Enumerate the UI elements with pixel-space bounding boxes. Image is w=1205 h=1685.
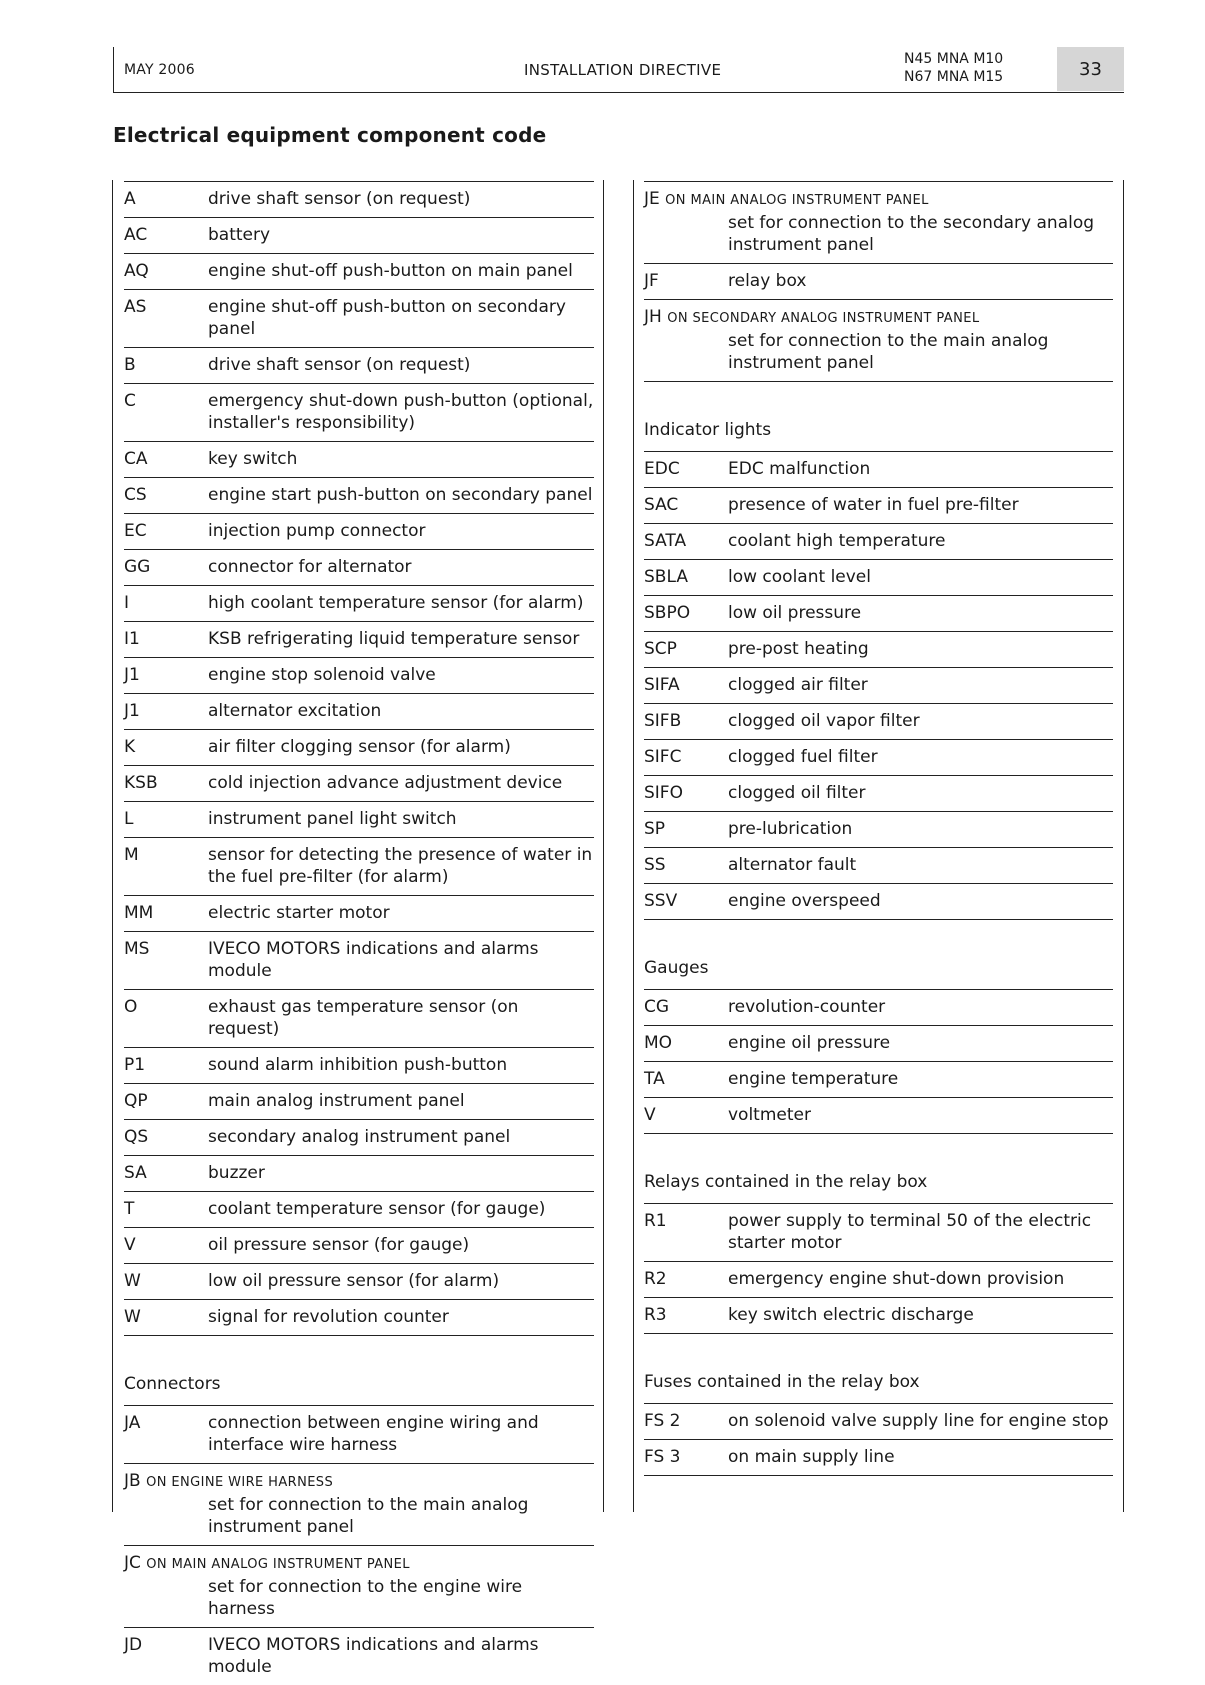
component-desc: clogged oil filter (728, 783, 866, 803)
table-row (644, 595, 1113, 631)
component-code: C (124, 391, 136, 411)
connector-heading (124, 1552, 594, 1576)
component-code: J1 (124, 701, 140, 721)
header-model-line: N45 MNA M10 (904, 51, 1004, 67)
table-row (124, 1627, 594, 1685)
component-desc: set for connection to the main analog instrument panel (728, 331, 1049, 373)
component-code: AS (124, 297, 147, 317)
component-code: K (124, 737, 136, 757)
component-list (124, 181, 594, 1336)
group-title-relays: Relays contained in the relay box (644, 1172, 928, 1192)
component-code: A (124, 189, 136, 209)
component-desc: secondary analog instrument panel (208, 1127, 511, 1147)
component-desc: relay box (728, 271, 807, 291)
component-desc: clogged fuel filter (728, 747, 878, 767)
component-code: SIFB (644, 711, 682, 731)
component-code: O (124, 997, 138, 1017)
table-row (124, 1047, 594, 1083)
table-row (644, 883, 1113, 920)
component-code: QS (124, 1127, 149, 1147)
component-code: JA (124, 1413, 141, 1433)
component-code: EDC (644, 459, 680, 479)
indicator-lights-list (644, 451, 1113, 920)
component-code: I1 (124, 629, 140, 649)
table-row (644, 181, 1113, 263)
component-code: V (124, 1235, 136, 1255)
gauges-list (644, 989, 1113, 1134)
component-code: MO (644, 1033, 673, 1053)
component-code: R2 (644, 1269, 667, 1289)
component-code: L (124, 809, 134, 829)
table-row (124, 693, 594, 729)
component-desc: set for connection to the engine wire harness (208, 1577, 523, 1619)
component-code: SAC (644, 495, 679, 515)
group-title-gauges: Gauges (644, 958, 709, 978)
table-row (644, 847, 1113, 883)
component-desc: cold injection advance adjustment device (208, 773, 563, 793)
component-code: QP (124, 1091, 148, 1111)
connector-heading (644, 306, 1113, 330)
component-desc: alternator excitation (208, 701, 382, 721)
table-row (644, 1439, 1113, 1476)
component-code: SBLA (644, 567, 688, 587)
component-desc: power supply to terminal 50 of the electric starter motor (728, 1211, 1092, 1253)
table-row (644, 703, 1113, 739)
fuses-list (644, 1403, 1113, 1476)
component-desc: set for connection to the main analog instrument panel (208, 1495, 529, 1537)
table-row (124, 657, 594, 693)
table-row (124, 513, 594, 549)
table-row (644, 739, 1113, 775)
component-desc: alternator fault (728, 855, 857, 875)
table-row (124, 1299, 594, 1336)
component-code: MM (124, 903, 154, 923)
component-desc: drive shaft sensor (on request) (208, 355, 471, 375)
header-title: INSTALLATION DIRECTIVE (524, 61, 722, 79)
connector-qualifier: ON SECONDARY ANALOG INSTRUMENT PANEL (667, 311, 980, 326)
table-row (124, 1191, 594, 1227)
component-code: V (644, 1105, 656, 1125)
left-column (124, 181, 594, 1685)
component-desc: engine stop solenoid valve (208, 665, 436, 685)
table-row (124, 477, 594, 513)
table-row (124, 585, 594, 621)
table-row (124, 549, 594, 585)
component-desc: low oil pressure (728, 603, 862, 623)
component-desc: coolant temperature sensor (for gauge) (208, 1199, 546, 1219)
component-code: SATA (644, 531, 687, 551)
component-code: SA (124, 1163, 147, 1183)
page-number: 33 (1057, 47, 1124, 91)
table-row (644, 299, 1113, 382)
table-row (644, 631, 1113, 667)
component-desc: KSB refrigerating liquid temperature sensor (208, 629, 580, 649)
component-code: CS (124, 485, 147, 505)
component-code: FS 2 (644, 1411, 681, 1431)
component-desc: electric starter motor (208, 903, 390, 923)
table-row (124, 347, 594, 383)
component-desc: clogged oil vapor filter (728, 711, 920, 731)
component-code: TA (644, 1069, 665, 1089)
component-code: P1 (124, 1055, 146, 1075)
section-title: Electrical equipment component code (113, 123, 547, 147)
table-row (124, 837, 594, 895)
component-desc: low oil pressure sensor (for alarm) (208, 1271, 500, 1291)
component-code: JH (644, 307, 662, 327)
component-desc: battery (208, 225, 271, 245)
component-desc: key switch (208, 449, 298, 469)
table-row (644, 775, 1113, 811)
right-column (644, 181, 1113, 1476)
table-row (644, 989, 1113, 1025)
component-desc: set for connection to the secondary analog instrument panel (728, 213, 1095, 255)
table-row (124, 1119, 594, 1155)
component-desc: revolution-counter (728, 997, 886, 1017)
table-row (644, 1297, 1113, 1334)
table-row (124, 895, 594, 931)
component-desc: on main supply line (728, 1447, 895, 1467)
connector-heading (644, 188, 1113, 212)
component-desc: on solenoid valve supply line for engine stop (728, 1411, 1109, 1431)
component-code: SCP (644, 639, 677, 659)
table-row (124, 1263, 594, 1299)
component-desc: high coolant temperature sensor (for alarm) (208, 593, 584, 613)
component-code: SSV (644, 891, 678, 911)
component-desc: connection between engine wiring and interface wire harness (208, 1413, 539, 1455)
table-row (124, 181, 594, 217)
component-desc: engine overspeed (728, 891, 881, 911)
component-code: R1 (644, 1211, 667, 1231)
component-desc: main analog instrument panel (208, 1091, 465, 1111)
table-row (644, 263, 1113, 299)
component-code: SIFA (644, 675, 680, 695)
component-code: M (124, 845, 139, 865)
table-row (644, 1261, 1113, 1297)
component-code: CA (124, 449, 148, 469)
component-code: R3 (644, 1305, 667, 1325)
component-desc: oil pressure sensor (for gauge) (208, 1235, 470, 1255)
table-row (124, 801, 594, 837)
component-desc: injection pump connector (208, 521, 426, 541)
component-code: AQ (124, 261, 149, 281)
component-code: JC (124, 1553, 141, 1573)
component-desc: clogged air filter (728, 675, 868, 695)
column-rule (1123, 180, 1124, 1512)
component-desc: pre-post heating (728, 639, 869, 659)
table-row (124, 729, 594, 765)
table-row (124, 765, 594, 801)
component-code: B (124, 355, 136, 375)
component-desc: sound alarm inhibition push-button (208, 1055, 508, 1075)
group-title-fuses: Fuses contained in the relay box (644, 1372, 920, 1392)
component-desc: signal for revolution counter (208, 1307, 449, 1327)
component-desc: exhaust gas temperature sensor (on request) (208, 997, 519, 1039)
component-code: I (124, 593, 130, 613)
header-models (904, 50, 1003, 86)
connector-qualifier: ON MAIN ANALOG INSTRUMENT PANEL (146, 1557, 410, 1572)
component-code: JF (644, 271, 659, 291)
table-row (124, 383, 594, 441)
component-desc: engine temperature (728, 1069, 899, 1089)
component-code: MS (124, 939, 150, 959)
table-row (124, 621, 594, 657)
table-row (644, 1403, 1113, 1439)
component-desc: presence of water in fuel pre-filter (728, 495, 1019, 515)
component-code: SS (644, 855, 666, 875)
table-row (644, 559, 1113, 595)
page-header (113, 47, 1124, 93)
component-code: SIFC (644, 747, 682, 767)
component-code: W (124, 1271, 141, 1291)
component-desc: buzzer (208, 1163, 265, 1183)
connector-qualifier: ON ENGINE WIRE HARNESS (146, 1475, 334, 1490)
table-row (124, 989, 594, 1047)
component-code: JE (644, 189, 660, 209)
component-code: KSB (124, 773, 158, 793)
table-row (124, 1083, 594, 1119)
group-title-indicator-lights: Indicator lights (644, 420, 772, 440)
table-row (124, 217, 594, 253)
component-code: T (124, 1199, 135, 1219)
table-row (124, 253, 594, 289)
table-row (124, 1463, 594, 1545)
connector-qualifier: ON MAIN ANALOG INSTRUMENT PANEL (665, 193, 929, 208)
table-row (644, 1097, 1113, 1134)
component-desc: EDC malfunction (728, 459, 871, 479)
column-rule (603, 180, 604, 1512)
header-date: MAY 2006 (124, 62, 195, 78)
component-desc: engine start push-button on secondary panel (208, 485, 593, 505)
group-title-connectors: Connectors (124, 1374, 221, 1394)
table-row (124, 931, 594, 989)
table-row (124, 1545, 594, 1627)
component-desc: engine shut-off push-button on secondary panel (208, 297, 566, 339)
component-desc: air filter clogging sensor (for alarm) (208, 737, 511, 757)
component-desc: instrument panel light switch (208, 809, 457, 829)
table-row (124, 441, 594, 477)
column-rule (633, 180, 634, 1512)
component-desc: emergency shut-down push-button (optional, installer's responsibility) (208, 391, 594, 433)
table-row (644, 667, 1113, 703)
component-code: J1 (124, 665, 140, 685)
component-code: FS 3 (644, 1447, 681, 1467)
component-code: JD (124, 1635, 143, 1655)
component-desc: IVECO MOTORS indications and alarms module (208, 1635, 539, 1677)
component-code: SBPO (644, 603, 691, 623)
component-desc: coolant high temperature (728, 531, 946, 551)
component-code: JB (124, 1471, 141, 1491)
component-desc: IVECO MOTORS indications and alarms module (208, 939, 539, 981)
header-model-line: N67 MNA M15 (904, 69, 1004, 85)
table-row (644, 1061, 1113, 1097)
component-code: CG (644, 997, 670, 1017)
component-desc: drive shaft sensor (on request) (208, 189, 471, 209)
table-row (644, 1203, 1113, 1261)
table-row (644, 1025, 1113, 1061)
component-desc: voltmeter (728, 1105, 811, 1125)
table-row (124, 1227, 594, 1263)
table-row (124, 1405, 594, 1463)
component-code: SIFO (644, 783, 683, 803)
component-code: GG (124, 557, 151, 577)
table-row (644, 487, 1113, 523)
component-code: EC (124, 521, 147, 541)
component-desc: pre-lubrication (728, 819, 853, 839)
column-rule (112, 180, 113, 1512)
component-code: W (124, 1307, 141, 1327)
connector-heading (124, 1470, 594, 1494)
component-desc: connector for alternator (208, 557, 412, 577)
component-desc: key switch electric discharge (728, 1305, 974, 1325)
component-desc: sensor for detecting the presence of water in the fuel pre-filter (for alarm) (208, 845, 593, 887)
component-desc: engine oil pressure (728, 1033, 891, 1053)
relays-list (644, 1203, 1113, 1334)
table-row (644, 811, 1113, 847)
component-desc: emergency engine shut-down provision (728, 1269, 1065, 1289)
table-row (644, 523, 1113, 559)
component-desc: engine shut-off push-button on main panel (208, 261, 573, 281)
table-row (644, 451, 1113, 487)
component-code: AC (124, 225, 148, 245)
component-desc: low coolant level (728, 567, 871, 587)
component-code: SP (644, 819, 666, 839)
table-row (124, 289, 594, 347)
table-row (124, 1155, 594, 1191)
